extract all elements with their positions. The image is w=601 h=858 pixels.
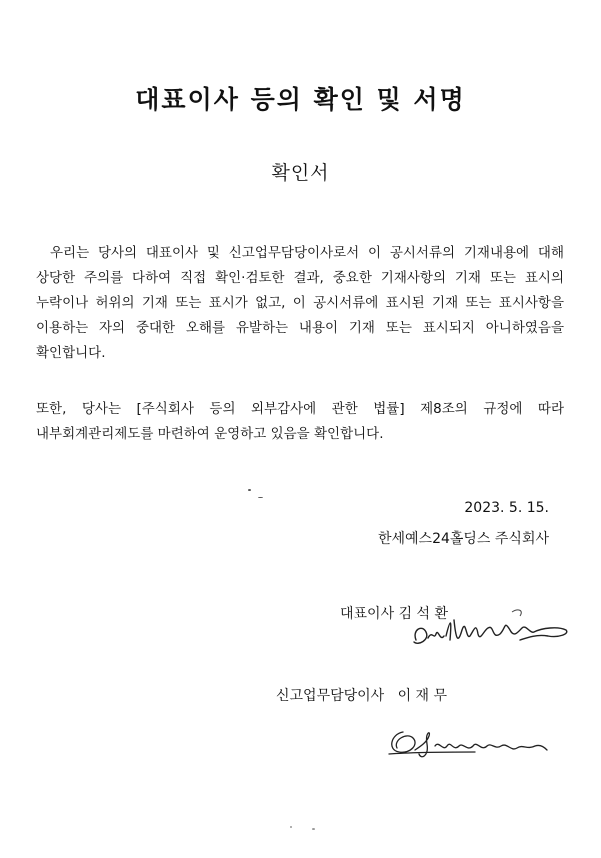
ceo-title: 대표이사 [340, 606, 395, 622]
confirmation-paragraph: 우리는 당사의 대표이사 및 신고업무담당이사로서 이 공시서류의 기재내용에 대해 상당한 주의를 다하여 직접 확인·검토한 결과, 중요한 기재사항의 기재 또는 표시의 누락이나 허위의 기재 또는 표시가 없고, 이 공시서류에 표시된 기재 또는 표시사항을 이용하는 자의 중대한 오해를 유발하는 내용이 기재 또는 표시되지 아니하였음을 확인합니다. [36, 245, 564, 361]
reporter-title: 신고업무담당이사 [276, 688, 385, 704]
reporter-line [276, 685, 447, 705]
ceo-name: 김 석 환 [398, 606, 449, 622]
scan-speck [248, 489, 251, 491]
reporter-name: 이 재 무 [397, 688, 448, 704]
document-title: 대표이사 등의 확인 및 서명 [135, 85, 466, 114]
company-name: 한세예스24홀딩스 주식회사 [377, 531, 549, 547]
scan-speck [258, 497, 263, 498]
ceo-signature [408, 600, 573, 650]
document-date: 2023. 5. 15. [464, 500, 549, 516]
scan-speck [312, 828, 315, 830]
scan-speck [290, 826, 292, 828]
internal-control-paragraph: 또한, 당사는 [주식회사 등의 외부감사에 관한 법률] 제8조의 규정에 따라 내부회계관리제도를 마련하여 운영하고 있음을 확인합니다. [36, 401, 564, 442]
document-subtitle: 확인서 [271, 162, 330, 184]
reporter-signature [385, 722, 550, 762]
